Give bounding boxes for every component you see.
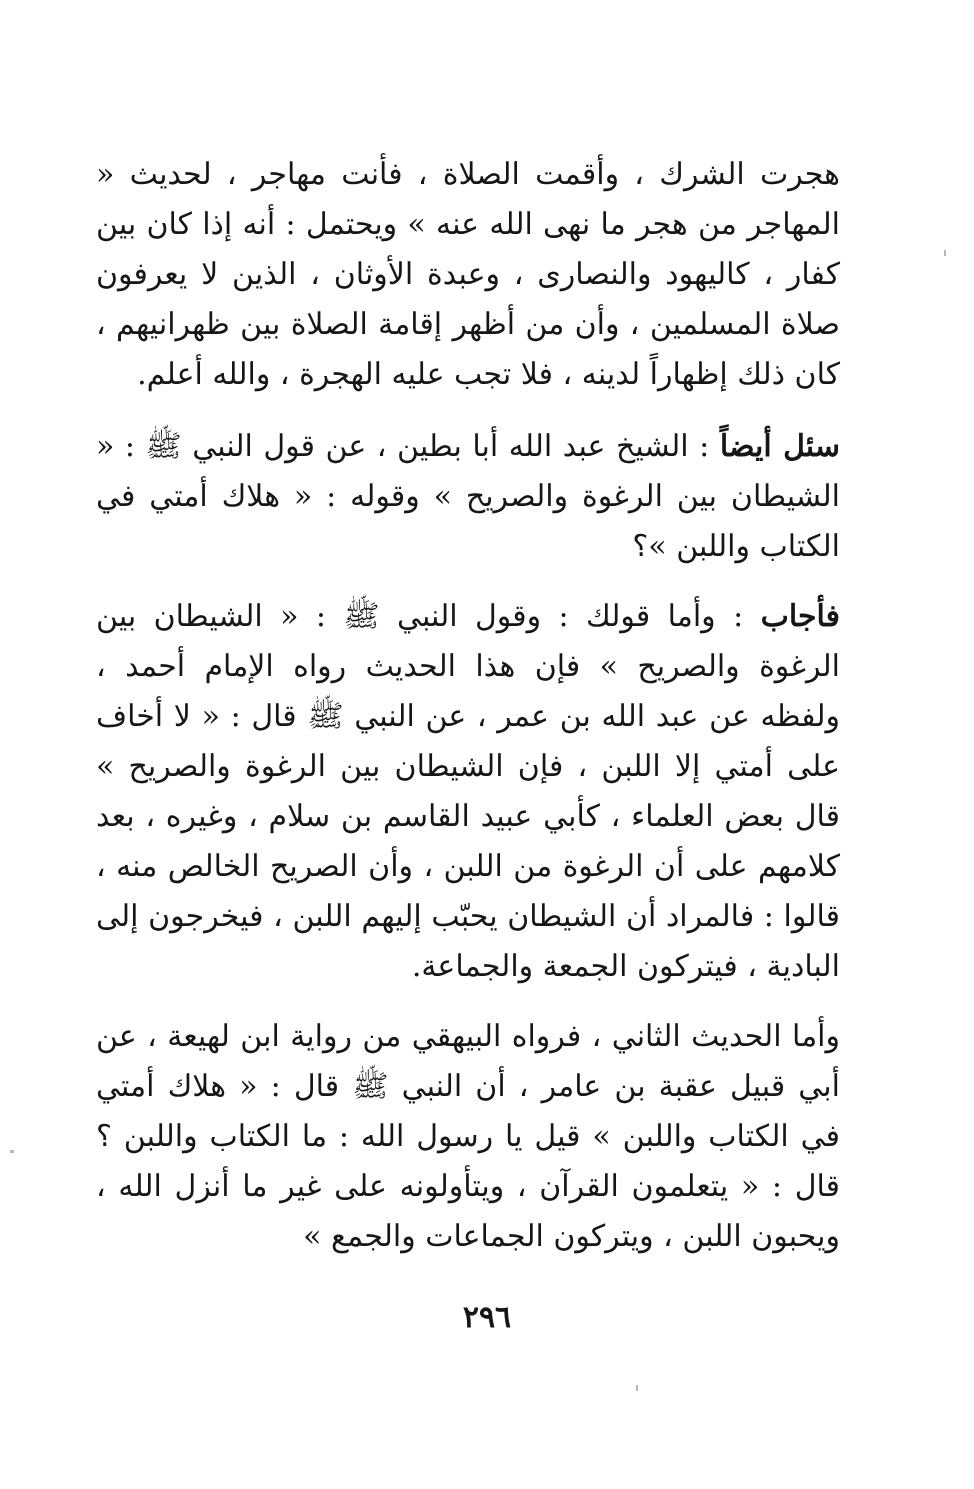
scan-speck: [944, 250, 946, 256]
paragraph-2-lead: سئل أيضاً: [719, 429, 840, 464]
paragraph-4: [96, 1012, 840, 1262]
paragraph-2-text: : الشيخ عبد الله أبا بطين ، عن قول النبي ﷺ : « الشيطان بين الرغوة والصريح » وقوله : « هلاك أمتي في الكتاب واللبن »؟: [96, 429, 840, 564]
page-body: [96, 150, 840, 1282]
paragraph-3-text: : وأما قولك : وقول النبي ﷺ : « الشيطان بين الرغوة والصريح » فإن هذا الحديث رواه الإمام أحمد ، ولفظه عن عبد الله بن عمر ، عن النبي ﷺ قال : « لا أخاف على أمتي إلا اللبن ، فإن الشيطان بين الرغوة والصريح » قال بعض العلماء ، كأبي عبيد القاسم بن سلام ، وغيره ، بعد كلامهم على أن الرغوة من اللبن ، وأن الصريح الخالص منه ، قالوا : فالمراد أن الشيطان يحبّب إليهم اللبن ، فيخرجون إلى البادية ، فيتركون الجمعة والجماعة.: [96, 599, 840, 984]
paragraph-4-text: وأما الحديث الثاني ، فرواه البيهقي من رواية ابن لهيعة ، عن أبي قبيل عقبة بن عامر ، أن النبي ﷺ قال : « هلاك أمتي في الكتاب واللبن » قيل يا رسول الله : ما الكتاب واللبن ؟ قال : « يتعلمون القرآن ، ويتأولونه على غير ما أنزل الله ، ويحبون اللبن ، ويتركون الجماعات والجمع »: [96, 1019, 840, 1254]
paragraph-1-text: هجرت الشرك ، وأقمت الصلاة ، فأنت مهاجر ، لحديث « المهاجر من هجر ما نهى الله عنه » ويحتمل : أنه إذا كان بين كفار ، كاليهود والنصارى ، وعبدة الأوثان ، الذين لا يعرفون صلاة المسلمين ، وأن من أظهر إقامة الصلاة بين ظهرانيهم ، كان ذلك إظهاراً لدينه ، فلا تجب عليه الهجرة ، والله أعلم.: [96, 157, 840, 392]
paragraph-2: [96, 422, 840, 572]
paragraph-1: [96, 150, 840, 400]
scan-speck: [636, 1385, 638, 1391]
scan-speck: [10, 1150, 14, 1153]
paragraph-3: [96, 592, 840, 992]
page-number: ٢٩٦: [462, 1300, 512, 1335]
paragraph-3-lead: فأجاب: [760, 599, 840, 634]
